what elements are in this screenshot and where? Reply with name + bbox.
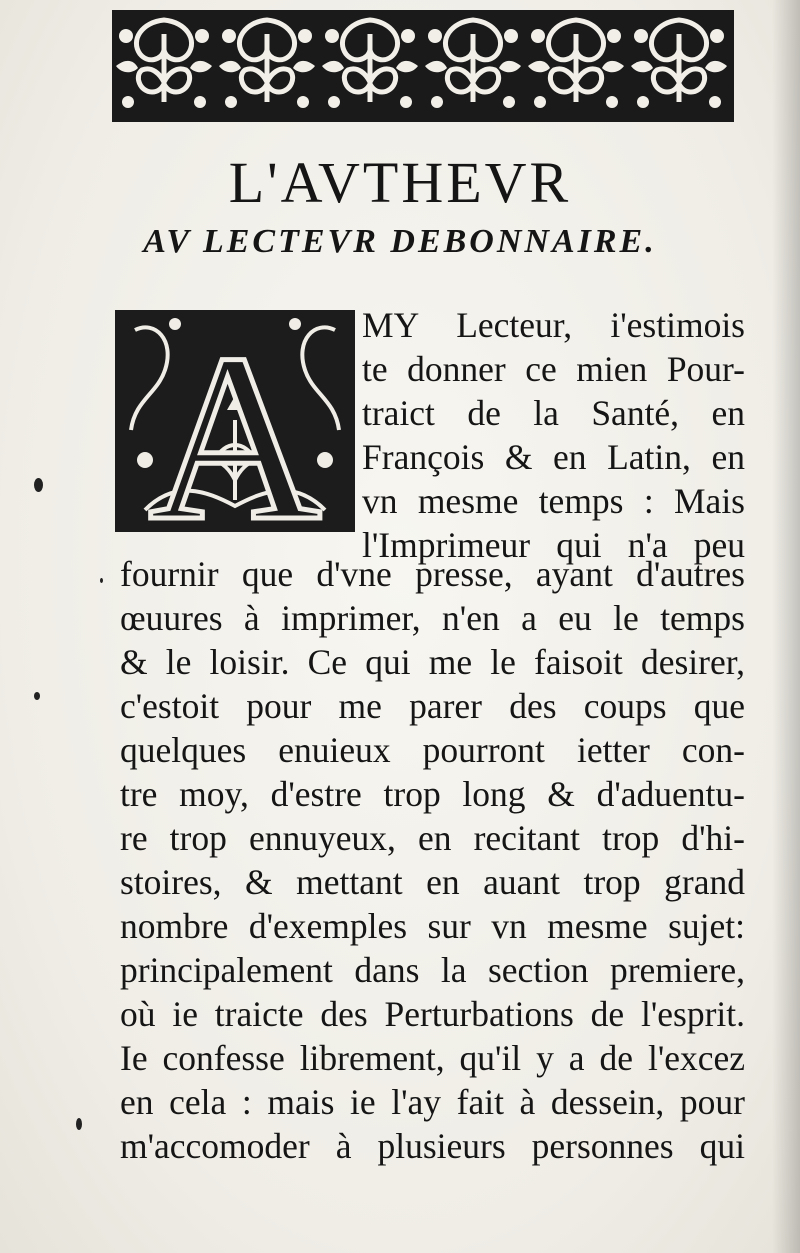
text-line: fournir que d'vne presse, ayant d'autres (120, 554, 745, 594)
text-line: vn mesme temps : Mais (362, 481, 745, 521)
text-line: MY Lecteur, i'estimois (362, 305, 745, 345)
text-line: c'estoit pour me parer des coups que (120, 686, 745, 726)
text-line: & le loisir. Ce qui me le faisoit desirer, (120, 642, 745, 682)
text-line: où ie traicte des Perturbations de l'esprit. (120, 994, 745, 1034)
text-line: François & en Latin, en (362, 437, 745, 477)
ink-speck (34, 692, 40, 700)
ink-speck (76, 1118, 82, 1130)
text-line: tre moy, d'estre trop long & d'aduentu- (120, 774, 745, 814)
text-line: l'Imprimeur qui n'a peu (362, 525, 745, 565)
text-line: re trop ennuyeux, en recitant trop d'hi- (120, 818, 745, 858)
text-line: quelques enuieux pourront ietter con- (120, 730, 745, 770)
initial-letter: A (148, 310, 322, 532)
text-line: traict de la Santé, en (362, 393, 745, 433)
arabesque-headpiece-icon (112, 10, 734, 122)
text-line: Ie confesse librement, qu'il y a de l'excez (120, 1038, 745, 1078)
page-title: L'AVTHEVR (228, 150, 572, 215)
text-line: œuures à imprimer, n'en a eu le temps (120, 598, 745, 638)
ink-speck (100, 578, 103, 583)
text-line: principalement dans la section premiere, (120, 950, 745, 990)
text-line: m'accomoder à plusieurs personnes qui (120, 1126, 745, 1166)
text-line: en cela : mais ie l'ay fait à dessein, pour (120, 1082, 745, 1122)
ink-speck (34, 478, 43, 492)
text-line: te donner ce mien Pour- (362, 349, 745, 389)
text-line: nombre d'exemples sur vn mesme sujet: (120, 906, 745, 946)
text-line: stoires, & mettant en auant trop grand (120, 862, 745, 902)
page-subtitle: AV LECTEVR DEBONNAIRE. (143, 223, 657, 260)
decorated-initial-icon (115, 310, 355, 532)
